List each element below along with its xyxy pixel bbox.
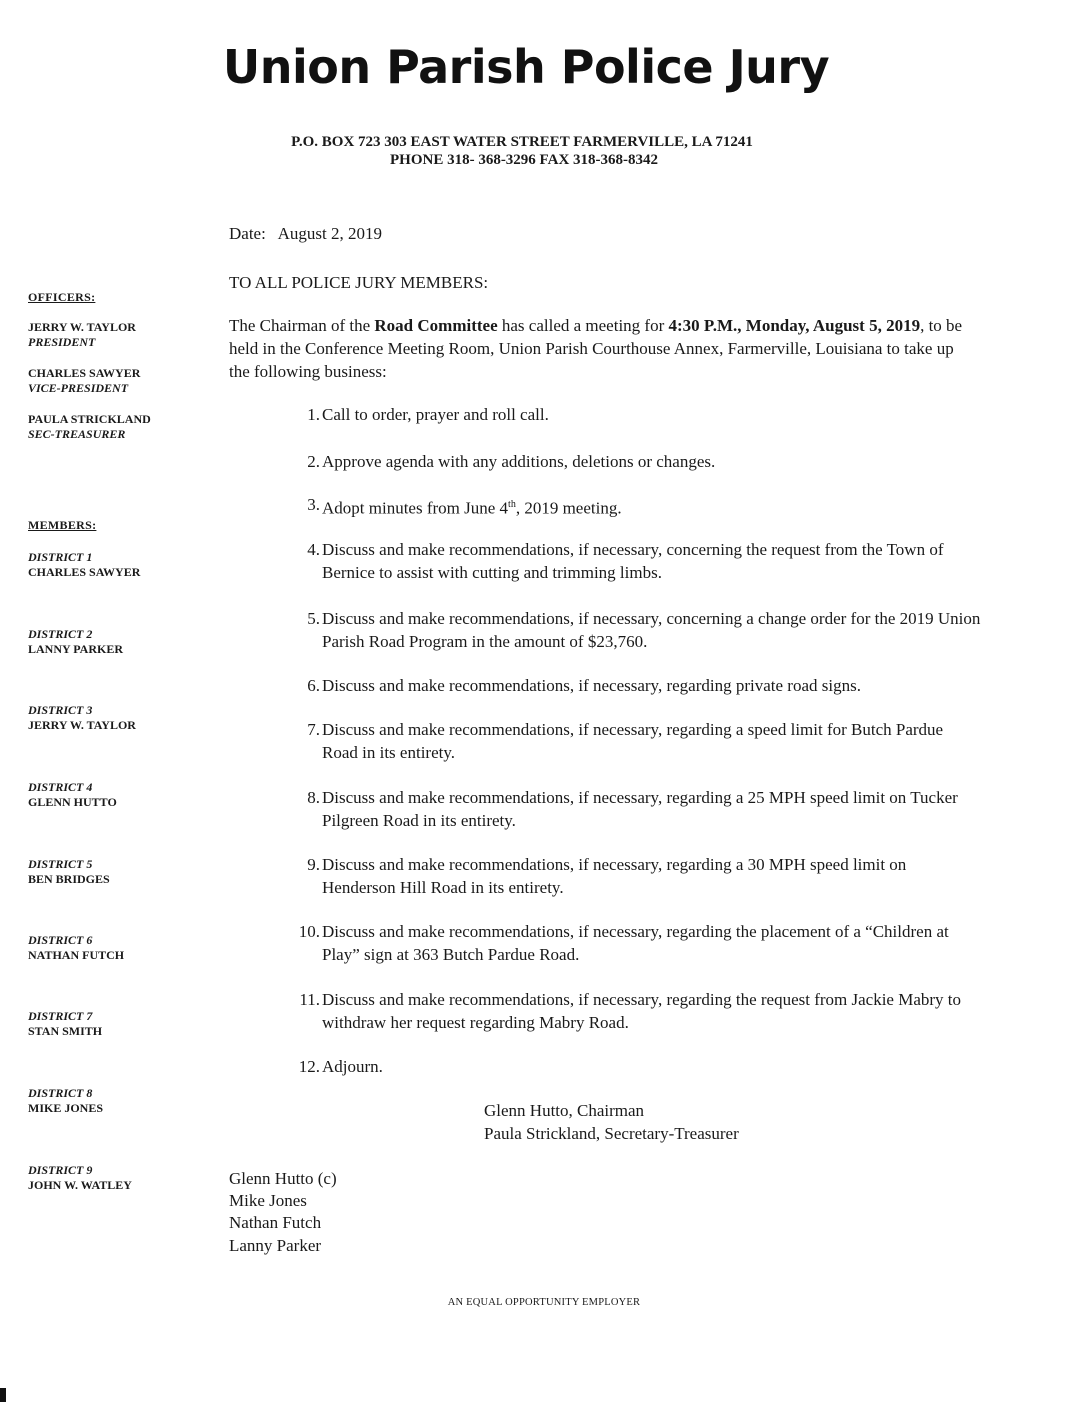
- officer-name: PAULA STRICKLAND: [28, 412, 151, 426]
- agenda-number: 7.: [307, 720, 320, 739]
- member-name: BEN BRIDGES: [28, 872, 110, 886]
- member-name: GLENN HUTTO: [28, 795, 117, 809]
- agenda-text: Discuss and make recommendations, if necessary, regarding the request from Jackie Mabry to withdraw her request regarding Mabry Road.: [322, 990, 962, 1032]
- member-district: DISTRICT 8: [28, 1086, 93, 1100]
- member-district: DISTRICT 9: [28, 1163, 93, 1177]
- officers-heading: OFFICERS:: [28, 290, 96, 304]
- member-name: MIKE JONES: [28, 1101, 104, 1115]
- agenda-number: 8.: [307, 788, 320, 807]
- committee-member: Nathan Futch: [229, 1213, 322, 1232]
- member-entry: [28, 1163, 132, 1193]
- officer-name: CHARLES SAWYER: [28, 366, 141, 380]
- intro-part1: The Chairman of the: [229, 316, 375, 335]
- intro-part2: has called a meeting for: [497, 316, 669, 335]
- member-district: DISTRICT 6: [28, 933, 93, 947]
- agenda-text-pre: Adopt minutes from June 4: [322, 498, 509, 518]
- member-name: STAN SMITH: [28, 1024, 103, 1038]
- date-value: August 2, 2019: [277, 224, 383, 243]
- agenda-text: [322, 493, 982, 520]
- officer-entry: [28, 320, 136, 350]
- member-entry: [28, 933, 124, 963]
- officer-name: JERRY W. TAYLOR: [28, 320, 136, 334]
- intro-part3: , to be held in the Conference Meeting Room, Union Parish Courthouse Annex, Farmerville, Louisiana to take up the following business:: [229, 316, 963, 381]
- member-entry: [28, 1009, 102, 1039]
- agenda-text: Call to order, prayer and roll call.: [322, 405, 549, 424]
- agenda-text: Approve agenda with any additions, deletions or changes.: [322, 452, 716, 471]
- officer-entry: [28, 366, 140, 396]
- member-entry: [28, 780, 117, 810]
- member-name: CHARLES SAWYER: [28, 565, 141, 579]
- officer-entry: [28, 412, 151, 442]
- agenda-number: 4.: [307, 540, 320, 559]
- committee-member: Mike Jones: [229, 1191, 307, 1210]
- agenda-text: Discuss and make recommendations, if necessary, regarding a speed limit for Butch Pardue Road in its entirety.: [322, 720, 944, 762]
- intro-time: 4:30 P.M., Monday, August 5, 2019: [668, 316, 921, 335]
- agenda-number: 3.: [307, 495, 320, 514]
- member-district: DISTRICT 7: [28, 1009, 93, 1023]
- agenda-number: 12.: [298, 1057, 320, 1076]
- member-name: JERRY W. TAYLOR: [28, 718, 136, 732]
- signature-secretary: Paula Strickland, Secretary-Treasurer: [484, 1124, 739, 1143]
- agenda-number: 9.: [307, 855, 320, 874]
- agenda-number: 6.: [307, 676, 320, 695]
- member-district: DISTRICT 2: [28, 627, 93, 641]
- agenda-text: Discuss and make recommendations, if necessary, regarding the placement of a “Children at Play” sign at 363 Butch Pardue Road.: [322, 922, 949, 964]
- agenda-number: 5.: [307, 609, 320, 628]
- agenda-text: Discuss and make recommendations, if necessary, regarding a 30 MPH speed limit on Henderson Hill Road in its entirety.: [322, 855, 907, 897]
- scan-edge-mark: [0, 1388, 6, 1402]
- agenda-text: Adjourn.: [322, 1057, 383, 1076]
- member-entry: [28, 857, 110, 887]
- agenda-text-post: , 2019 meeting.: [515, 498, 622, 518]
- officer-role: VICE-PRESIDENT: [28, 381, 129, 395]
- agenda-text-sup: th: [508, 499, 516, 510]
- letterhead-address: P.O. BOX 723 303 EAST WATER STREET FARMERVILLE, LA 71241: [291, 134, 753, 150]
- member-entry: [28, 1086, 103, 1116]
- agenda-text: Discuss and make recommendations, if necessary, regarding private road signs.: [322, 676, 861, 695]
- officer-role: PRESIDENT: [28, 335, 96, 349]
- member-district: DISTRICT 5: [28, 857, 93, 871]
- intro-committee: Road Committee: [374, 316, 498, 335]
- signature-chairman: Glenn Hutto, Chairman: [484, 1101, 645, 1120]
- members-heading: MEMBERS:: [28, 518, 97, 532]
- member-district: DISTRICT 3: [28, 703, 93, 717]
- member-entry: [28, 550, 140, 580]
- letterhead-phone: PHONE 318- 368-3296 FAX 318-368-8342: [389, 152, 659, 168]
- member-entry: [28, 627, 123, 657]
- member-name: JOHN W. WATLEY: [28, 1178, 132, 1192]
- member-district: DISTRICT 1: [28, 550, 93, 564]
- date-line: [229, 222, 382, 245]
- member-district: DISTRICT 4: [28, 780, 93, 794]
- agenda-number: 2.: [307, 452, 320, 471]
- committee-member: Glenn Hutto (c): [229, 1169, 337, 1188]
- agenda-number: 1.: [307, 405, 320, 424]
- agenda-number: 10.: [298, 922, 320, 941]
- committee-member: Lanny Parker: [229, 1236, 322, 1255]
- intro-paragraph: [229, 314, 969, 383]
- member-name: NATHAN FUTCH: [28, 948, 125, 962]
- agenda-text: Discuss and make recommendations, if necessary, regarding a 25 MPH speed limit on Tucker Pilgreen Road in its entirety.: [322, 788, 958, 830]
- member-entry: [28, 703, 136, 733]
- agenda-text: Discuss and make recommendations, if necessary, concerning a change order for the 2019 Union Parish Road Program in the amount of $23,760.: [322, 609, 981, 651]
- agenda-text: Discuss and make recommendations, if necessary, concerning the request from the Town of Bernice to assist with cutting and trimming limbs.: [322, 540, 944, 582]
- footer-equal-opportunity: AN EQUAL OPPORTUNITY EMPLOYER: [447, 1297, 641, 1308]
- member-name: LANNY PARKER: [28, 642, 123, 656]
- salutation: TO ALL POLICE JURY MEMBERS:: [229, 273, 489, 292]
- agenda-number: 11.: [299, 990, 320, 1009]
- officer-role: SEC-TREASURER: [28, 427, 126, 441]
- date-label: Date:: [229, 224, 266, 243]
- letterhead-title: Union Parish Police Jury: [222, 40, 830, 94]
